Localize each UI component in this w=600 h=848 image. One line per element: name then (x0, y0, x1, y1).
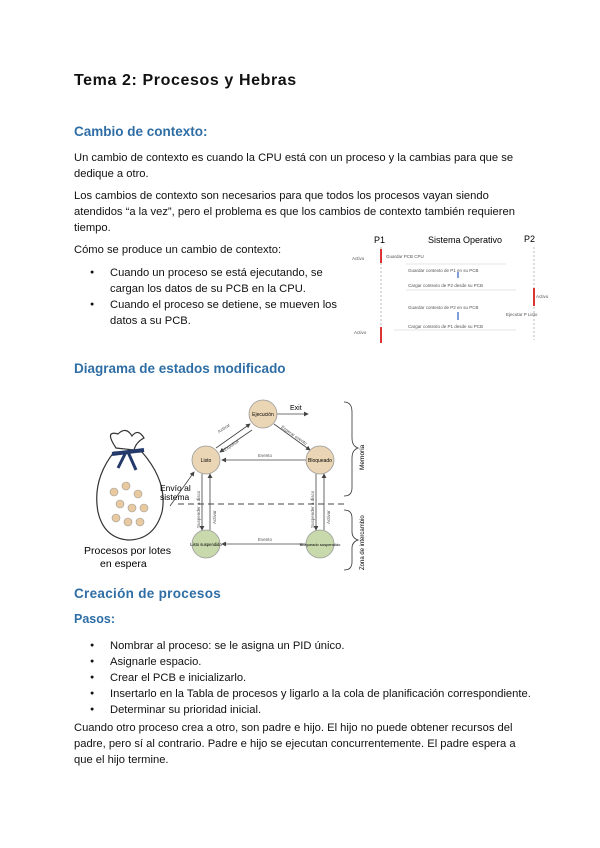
envio-label-2: sistema (160, 492, 190, 502)
list-item: ● Cuando un proceso se está ejecutando, se cargan los datos de su PCB en la CPU. (74, 265, 344, 297)
list-item: ● Insertarlo en la Tabla de procesos y ligarlo a la cola de planificación correspondiente. (74, 686, 544, 702)
step1: Guardar PCB CPU (386, 254, 424, 259)
context-switch-figure (346, 230, 556, 348)
lbl-activar: Activar (216, 422, 231, 435)
svg-text:Listo: Listo (200, 458, 212, 464)
state-ejecucion (249, 400, 277, 428)
paragraph-padre-hijo: Cuando otro proceso crea a otro, son padre e hijo. El hijo no puede obtener recursos del padre, pero sí al contrario. Padre e hijo se ejecutan concurrentemente. El padre espera a que el hijo termine. (74, 722, 516, 766)
section-heading-diagrama: Diagrama de estados modificado (74, 361, 286, 376)
ejecutar-p: Ejecutar P Listo (506, 312, 538, 317)
activo-bottom: Activo (354, 330, 367, 335)
bullet-list-pasos (74, 638, 544, 718)
step3: Cargar contexto de P2 desde su PCB (408, 283, 484, 288)
activo-left: Activo (352, 256, 365, 261)
zona-label: Zona de intercambio (360, 515, 366, 570)
paragraph-necesidad: Los cambios de contexto son necesarios para que todos los procesos vayan siendo atendidos “a la vez”, pero el problema es que los cambios de contexto también requieren tiempo. (74, 190, 515, 234)
figure-so-label: Sistema Operativo (428, 235, 503, 245)
exit-label: Exit (290, 405, 302, 412)
memoria-brace (344, 402, 358, 496)
lbl-expulsar: Expulsar (222, 438, 241, 453)
lbl-susp-left: Suspender a disco (196, 490, 201, 528)
subheading-pasos: Pasos: (74, 612, 115, 626)
paragraph-definicion: Un cambio de contexto es cuando la CPU está con un proceso y la cambias para que se dedique a otro. (74, 152, 514, 180)
batch-bag-icon (97, 430, 163, 540)
svg-text:Bloqueado: Bloqueado (308, 458, 332, 464)
section-heading-cambio-contexto: Cambio de contexto: (74, 124, 208, 139)
list-item: ● Crear el PCB e inicializarlo. (74, 670, 544, 686)
section-heading-creacion: Creación de procesos (74, 586, 222, 601)
state-listo-suspendido (190, 530, 222, 558)
list-item: ● Asignarle espacio. (74, 654, 544, 670)
lbl-evento-susp: Evento (258, 537, 273, 542)
zona-brace (344, 510, 358, 570)
envio-label-1: Envío al (160, 483, 191, 493)
state-bloqueado-suspendido (300, 530, 341, 558)
lbl-activar-left: Activar (212, 510, 217, 524)
state-diagram (74, 390, 394, 580)
list-item: ● Determinar su prioridad inicial. (74, 702, 544, 718)
page-title: Tema 2: Procesos y Hebras (74, 72, 297, 89)
svg-text:Ejecución: Ejecución (252, 412, 274, 418)
figure-p1-label: P1 (374, 235, 386, 245)
step4: Guardar contexto de P2 en su PCB (408, 305, 479, 310)
bag-label-line2: en espera (100, 558, 147, 570)
list-item: ● Nombrar al proceso: se le asigna un PID único. (74, 638, 544, 654)
memoria-label: Memoria (359, 444, 366, 470)
svg-text:Listo suspendido: Listo suspendido (190, 542, 222, 547)
activo-right: Activo (536, 294, 549, 299)
paragraph-como: Cómo se produce un cambio de contexto: (74, 244, 282, 256)
bag-label-line1: Procesos por lotes (84, 545, 171, 557)
state-listo (192, 446, 220, 474)
lbl-esperar: Esperar evento (280, 424, 309, 447)
lbl-susp-right: Suspender a disco (310, 490, 315, 528)
step5: Cargar contexto de P1 desde su PCB (408, 324, 484, 329)
bullet-list-cambio (74, 265, 344, 329)
lbl-activar-right: Activar (326, 510, 331, 524)
svg-text:Bloqueado suspendido: Bloqueado suspendido (299, 542, 341, 547)
state-bloqueado (306, 446, 334, 474)
lbl-evento-listo: Evento (258, 453, 273, 458)
list-item: ● Cuando el proceso se detiene, se mueven los datos a su PCB. (74, 297, 344, 329)
figure-p2-label: P2 (524, 234, 536, 244)
step2: Guardar contexto de P1 en su PCB (408, 268, 479, 273)
